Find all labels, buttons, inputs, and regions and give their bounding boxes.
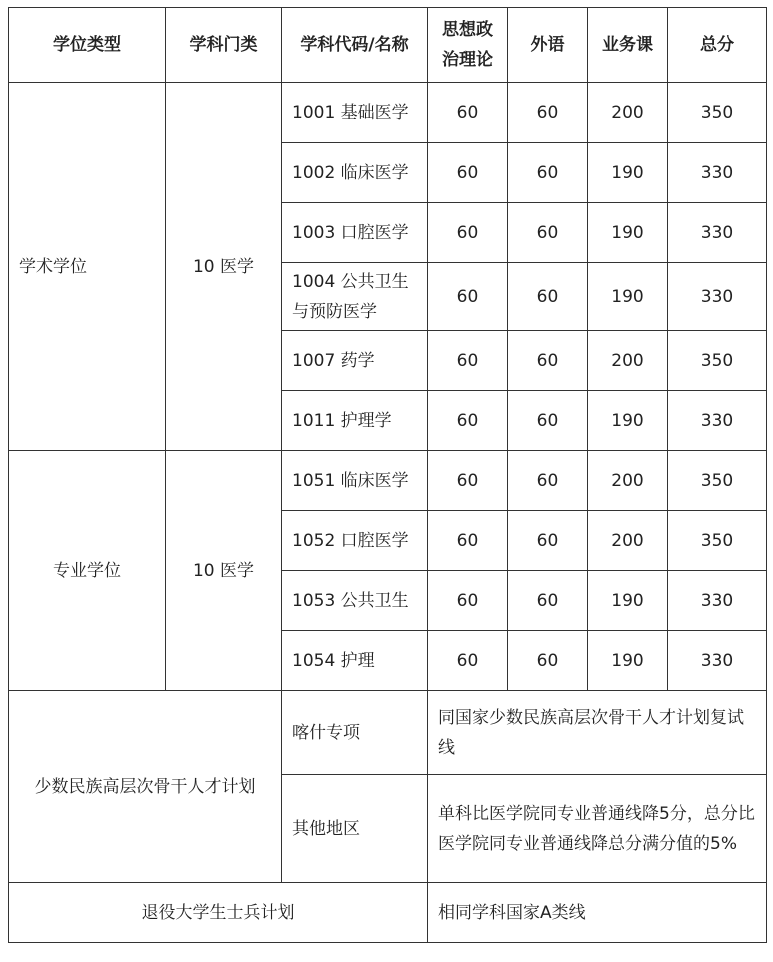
major-score: 190 [588, 263, 668, 331]
table-row [9, 691, 767, 775]
subject-cell: 1052 口腔医学 [282, 511, 428, 571]
foreign-score: 60 [508, 203, 588, 263]
foreign-score: 60 [508, 511, 588, 571]
foreign-score: 60 [508, 631, 588, 691]
politics-score: 60 [428, 631, 508, 691]
degree-type-academic: 学术学位 [9, 83, 166, 451]
total-score: 350 [668, 83, 767, 143]
total-score: 350 [668, 511, 767, 571]
foreign-score: 60 [508, 143, 588, 203]
admission-score-table [8, 7, 767, 943]
major-score: 200 [588, 451, 668, 511]
subject-cell: 1011 护理学 [282, 391, 428, 451]
total-score: 350 [668, 451, 767, 511]
subject-cell: 1051 临床医学 [282, 451, 428, 511]
category-academic: 10 医学 [166, 83, 282, 451]
header-row [9, 8, 767, 83]
foreign-score: 60 [508, 83, 588, 143]
total-score: 330 [668, 571, 767, 631]
category-professional: 10 医学 [166, 451, 282, 691]
politics-score: 60 [428, 263, 508, 331]
politics-score: 60 [428, 143, 508, 203]
major-score: 200 [588, 83, 668, 143]
table-row [9, 83, 767, 143]
total-score: 330 [668, 631, 767, 691]
subject-cell: 1003 口腔医学 [282, 203, 428, 263]
politics-score: 60 [428, 571, 508, 631]
subject-cell: 1004 公共卫生与预防医学 [282, 263, 428, 331]
retired-soldier-plan-rule: 相同学科国家A类线 [428, 883, 767, 943]
subject-cell: 1007 药学 [282, 331, 428, 391]
region-kashi: 喀什专项 [282, 691, 428, 775]
politics-score: 60 [428, 451, 508, 511]
header-discipline-category: 学科门类 [166, 8, 282, 83]
major-score: 190 [588, 391, 668, 451]
total-score: 330 [668, 263, 767, 331]
major-score: 200 [588, 511, 668, 571]
major-score: 190 [588, 203, 668, 263]
subject-cell: 1001 基础医学 [282, 83, 428, 143]
total-score: 330 [668, 391, 767, 451]
subject-cell: 1053 公共卫生 [282, 571, 428, 631]
subject-cell: 1002 临床医学 [282, 143, 428, 203]
rule-other: 单科比医学院同专业普通线降5分，总分比医学院同专业普通线降总分满分值的5% [428, 775, 767, 883]
header-major-course: 业务课 [588, 8, 668, 83]
major-score: 190 [588, 631, 668, 691]
header-subject-code-name: 学科代码/名称 [282, 8, 428, 83]
politics-score: 60 [428, 391, 508, 451]
degree-type-professional: 专业学位 [9, 451, 166, 691]
foreign-score: 60 [508, 331, 588, 391]
total-score: 350 [668, 331, 767, 391]
header-foreign-language: 外语 [508, 8, 588, 83]
table-row [9, 883, 767, 943]
total-score: 330 [668, 143, 767, 203]
politics-score: 60 [428, 331, 508, 391]
foreign-score: 60 [508, 571, 588, 631]
rule-kashi: 同国家少数民族高层次骨干人才计划复试线 [428, 691, 767, 775]
table-row [9, 451, 767, 511]
major-score: 190 [588, 571, 668, 631]
total-score: 330 [668, 203, 767, 263]
foreign-score: 60 [508, 391, 588, 451]
foreign-score: 60 [508, 451, 588, 511]
politics-score: 60 [428, 511, 508, 571]
foreign-score: 60 [508, 263, 588, 331]
minority-plan-label: 少数民族高层次骨干人才计划 [9, 691, 282, 883]
header-politics: 思想政治理论 [428, 8, 508, 83]
politics-score: 60 [428, 203, 508, 263]
major-score: 200 [588, 331, 668, 391]
retired-soldier-plan-label: 退役大学生士兵计划 [9, 883, 428, 943]
header-degree-type: 学位类型 [9, 8, 166, 83]
header-total: 总分 [668, 8, 767, 83]
major-score: 190 [588, 143, 668, 203]
region-other: 其他地区 [282, 775, 428, 883]
subject-cell: 1054 护理 [282, 631, 428, 691]
politics-score: 60 [428, 83, 508, 143]
